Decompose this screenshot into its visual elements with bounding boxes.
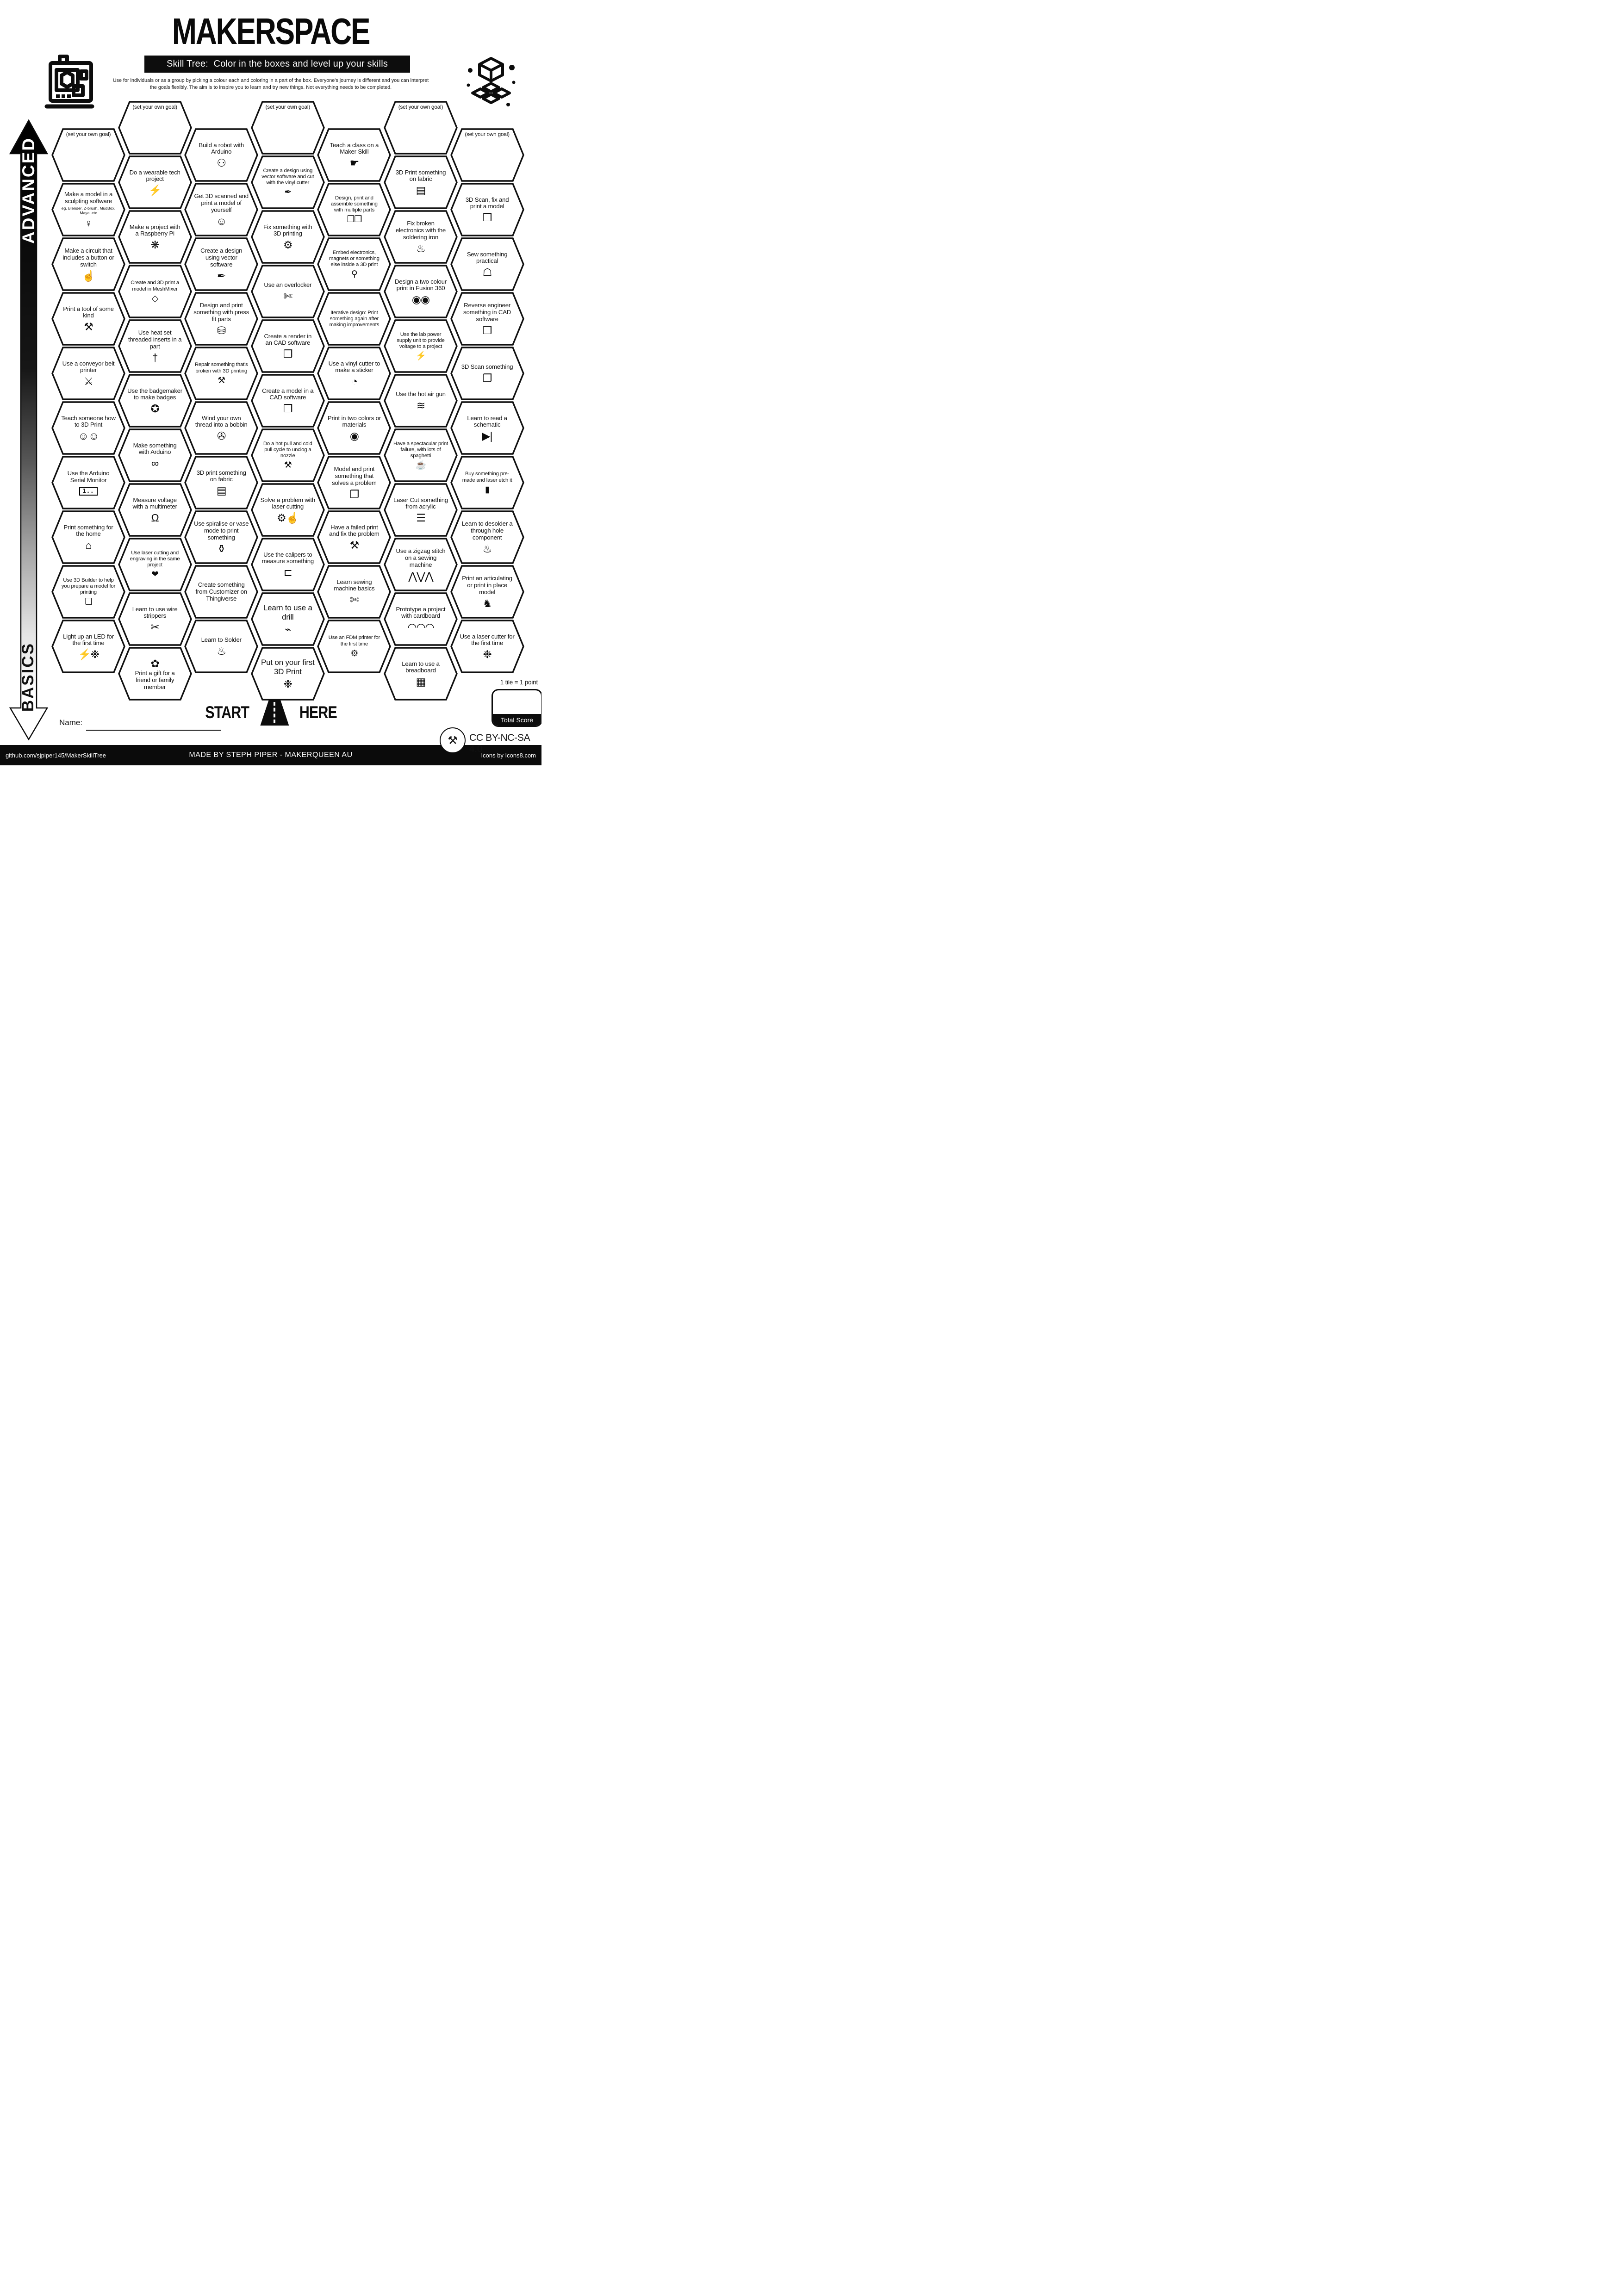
tools-icon: ⚒ bbox=[218, 375, 225, 385]
skill-tile bbox=[251, 155, 325, 209]
cardboard-icon: ◠◠◠ bbox=[407, 621, 434, 633]
skill-label: Learn to use a drill bbox=[263, 603, 312, 622]
maker-badge-icon: ⚒ bbox=[440, 727, 466, 753]
diode-icon: ▶| bbox=[482, 430, 492, 442]
skill-label: 3D Scan something bbox=[461, 363, 513, 370]
skill-tile bbox=[317, 401, 391, 455]
skill-label: Design, print and assemble something with multiple parts bbox=[330, 195, 378, 213]
skill-tile bbox=[251, 210, 325, 264]
skill-label: Make a circuit that includes a button or switch bbox=[62, 247, 114, 268]
skill-tile bbox=[384, 538, 458, 591]
gift-bow-icon: ✿ bbox=[150, 658, 159, 670]
skill-label: Make a model in a sculpting software bbox=[64, 190, 113, 205]
skill-tile bbox=[118, 538, 192, 591]
skill-tile bbox=[184, 237, 258, 291]
skill-tile bbox=[118, 592, 192, 646]
skill-tile bbox=[51, 237, 125, 291]
skill-tile bbox=[450, 620, 524, 673]
axis-label-advanced: ADVANCED bbox=[19, 137, 38, 244]
skill-label: Do a wearable tech project bbox=[129, 168, 180, 183]
led-party-icon: ⚡❉ bbox=[78, 648, 99, 661]
skill-label: 3D Scan, fix and print a model bbox=[465, 196, 509, 210]
skill-tile bbox=[317, 510, 391, 564]
skill-label: Use the calipers to measure something bbox=[261, 551, 314, 565]
road-icon bbox=[260, 700, 289, 726]
skill-label: Solve a problem with laser cutting bbox=[260, 496, 315, 510]
page-title: MAKERSPACE bbox=[172, 11, 370, 52]
skill-label: Fix something with 3D printing bbox=[263, 223, 312, 237]
skill-tile bbox=[450, 237, 524, 291]
tools-icon: ⚒ bbox=[349, 539, 359, 552]
heart-laser-icon: ❤ bbox=[151, 570, 159, 580]
skill-label: Repair something that's broken with 3D printing bbox=[194, 362, 248, 374]
skill-label: Design and print something with press fit parts bbox=[193, 302, 249, 323]
raspberry-pi-icon: ❋ bbox=[150, 239, 159, 251]
presenter-icon: ☛ bbox=[349, 157, 359, 169]
skill-tile bbox=[51, 620, 125, 673]
skill-tile bbox=[384, 155, 458, 209]
teaching-icon: ☺☺ bbox=[78, 430, 99, 442]
skill-tile bbox=[317, 183, 391, 236]
skill-tile bbox=[317, 565, 391, 619]
skill-tile bbox=[184, 620, 258, 673]
skill-tile bbox=[184, 510, 258, 564]
calipers-icon: ⊏ bbox=[283, 566, 292, 579]
skill-label: Reverse engineer something in CAD software bbox=[463, 302, 511, 323]
skill-label: Put on your first 3D Print bbox=[261, 658, 315, 676]
acrylic-icon: ☰ bbox=[416, 512, 425, 524]
skill-label: Learn to desolder a through hole component bbox=[461, 520, 513, 541]
skill-tile bbox=[251, 483, 325, 537]
skill-label: Learn sewing machine basics bbox=[334, 578, 375, 592]
skill-label: Use the badgemaker to make badges bbox=[127, 387, 182, 401]
skill-tile bbox=[51, 456, 125, 509]
drill-icon: ⌁ bbox=[285, 623, 291, 636]
skill-tile-goal bbox=[384, 101, 458, 155]
skill-label: Create a design using vector software and cut with the vinyl cutter bbox=[261, 168, 314, 186]
sticker-icon: ◔ bbox=[351, 375, 357, 388]
here-word: HERE bbox=[299, 703, 337, 722]
skill-tile bbox=[118, 428, 192, 482]
skill-label: Do a hot pull and cold pull cycle to unclog a nozzle bbox=[263, 441, 312, 459]
skill-label: Sew something practical bbox=[467, 250, 508, 265]
skill-label: Have a spectacular print failure, with lots of spaghetti bbox=[393, 441, 448, 459]
skill-tile bbox=[118, 647, 192, 701]
led-lightning-icon: ⚡ bbox=[148, 184, 162, 197]
skill-label: Use a laser cutter for the first time bbox=[460, 633, 515, 647]
name-input-line bbox=[86, 730, 221, 731]
cube-dashed-icon: ◇ bbox=[151, 293, 158, 304]
skill-tile bbox=[317, 456, 391, 509]
cube-icon: ❒ bbox=[349, 488, 359, 500]
skill-tile bbox=[251, 374, 325, 428]
skill-label: Create a model in a CAD software bbox=[262, 387, 314, 401]
skill-label: Buy something pre-made and laser etch it bbox=[462, 471, 512, 483]
skill-tile bbox=[184, 128, 258, 182]
skill-label: Use the lab power supply unit to provide voltage to a project bbox=[397, 331, 445, 350]
etch-icon: ▮ bbox=[485, 484, 490, 495]
skill-tile bbox=[317, 620, 391, 673]
wire-strippers-icon: ✂ bbox=[150, 621, 159, 633]
skill-label: Use a vinyl cutter to make a sticker bbox=[328, 360, 380, 374]
cube-cursor-icon: ❒ bbox=[482, 372, 492, 384]
cube-icon: ❒ bbox=[283, 403, 292, 415]
skill-label: (set your own goal) bbox=[398, 104, 443, 110]
skill-label: 3D Print something on fabric bbox=[395, 168, 446, 183]
skill-tile bbox=[384, 483, 458, 537]
skill-label: (set your own goal) bbox=[132, 104, 177, 110]
sword-icon: ⚔ bbox=[84, 375, 93, 388]
skill-label: Build a robot with Arduino bbox=[199, 141, 244, 155]
skill-tile bbox=[384, 319, 458, 373]
serial-monitor-icon: 1.. bbox=[79, 487, 98, 496]
fabric-icon: ▤ bbox=[216, 484, 226, 497]
skill-tile bbox=[251, 538, 325, 591]
skill-label: Design a two colour print in Fusion 360 bbox=[394, 278, 447, 292]
license-text: CC BY-NC-SA 4.0 bbox=[469, 732, 530, 754]
robot-icon: ⚇ bbox=[217, 157, 226, 169]
skill-tile bbox=[450, 401, 524, 455]
skill-tile bbox=[51, 510, 125, 564]
skill-tile bbox=[450, 456, 524, 509]
name-label: Name: bbox=[59, 718, 83, 727]
skill-label: Prototype a project with cardboard bbox=[396, 605, 446, 620]
3d-printer-icon: ⚙ bbox=[283, 239, 292, 251]
skill-tile-goal bbox=[118, 101, 192, 155]
sewing-machine-icon: ✄ bbox=[350, 594, 359, 606]
overlocker-icon: ✄ bbox=[283, 290, 292, 302]
skill-label: Use the Arduino Serial Monitor bbox=[67, 470, 110, 484]
skill-tile bbox=[251, 428, 325, 482]
zigzag-icon: ⋀⋁⋀ bbox=[408, 570, 433, 582]
breadboard-icon: ▦ bbox=[416, 676, 426, 688]
skill-label: Create something from Customizer on Thingiverse bbox=[195, 581, 247, 602]
skill-label: Learn to read a schematic bbox=[467, 414, 507, 428]
skill-label: Print in two colors or materials bbox=[327, 414, 381, 428]
skill-label: Iterative design: Print something again after making improvements bbox=[329, 310, 380, 328]
skill-tile bbox=[317, 292, 391, 346]
skill-tile bbox=[317, 237, 391, 291]
skill-label: (set your own goal) bbox=[265, 104, 311, 110]
skill-tile bbox=[251, 265, 325, 318]
skill-label: Learn to Solder bbox=[201, 636, 242, 643]
skill-tile-goal bbox=[450, 128, 524, 182]
skill-label: Use the hot air gun bbox=[396, 390, 446, 397]
skill-tile bbox=[184, 456, 258, 509]
skill-tile bbox=[118, 483, 192, 537]
skill-label: Print an articulating or print in place model bbox=[462, 575, 512, 596]
3d-builder-icon: ❏ bbox=[84, 597, 93, 607]
skill-tile bbox=[118, 210, 192, 264]
skill-tile bbox=[317, 128, 391, 182]
soldering-iron-icon: ♨ bbox=[217, 645, 226, 657]
subtitle-text: Skill Tree: Color in the boxes and level up your skills bbox=[166, 59, 388, 69]
skill-tile-goal bbox=[251, 101, 325, 155]
desolder-icon: ♨ bbox=[482, 542, 492, 555]
cube-icon: ❒ bbox=[482, 324, 492, 336]
total-score-label: Total Score bbox=[493, 714, 541, 726]
tools-icon: ⚒ bbox=[84, 321, 93, 333]
multimeter-icon: Ω bbox=[151, 512, 159, 524]
filament-spool-icon: ◉ bbox=[349, 430, 359, 442]
axis-label-basics: BASICS bbox=[19, 642, 37, 712]
skill-label: Make a project with a Raspberry Pi bbox=[129, 223, 180, 237]
skill-tile bbox=[384, 592, 458, 646]
laser-party-icon: ❉ bbox=[483, 648, 492, 661]
filament-spools-icon: ◉◉ bbox=[411, 293, 430, 306]
skill-label: Print a gift for a friend or family member bbox=[135, 670, 175, 691]
footer-icons-credit: Icons by Icons8.com bbox=[481, 751, 536, 759]
cylinder-icon: ⛁ bbox=[217, 324, 226, 336]
skill-tile bbox=[384, 210, 458, 264]
skill-label: Have a failed print and fix the problem bbox=[329, 523, 380, 538]
skill-tile bbox=[384, 374, 458, 428]
skill-tile bbox=[450, 565, 524, 619]
skill-tile bbox=[450, 347, 524, 400]
skill-tile bbox=[251, 319, 325, 373]
skill-hex-grid bbox=[0, 0, 541, 765]
skill-tile bbox=[184, 183, 258, 236]
skill-label: Laser Cut something from acrylic bbox=[393, 496, 448, 510]
makerspace-poster bbox=[0, 0, 541, 765]
skill-label: (set your own goal) bbox=[465, 131, 510, 137]
fabric-icon: ▤ bbox=[416, 184, 426, 197]
intro-description: Use for individuals or as a group by picking a colour each and coloring in a part of the box. Everyone's journey is different and you can interpret the goals flexibly. The aim is to inspire you to learn and try new things. Not everything needs to be completed. bbox=[112, 78, 429, 91]
skill-tile bbox=[118, 265, 192, 318]
skill-label: Use spiralise or vase mode to print something bbox=[194, 520, 249, 541]
skill-tile bbox=[51, 565, 125, 619]
house-icon: ⌂ bbox=[85, 539, 92, 552]
skill-tile bbox=[317, 347, 391, 400]
skill-tile bbox=[51, 401, 125, 455]
skill-label: Use a conveyor belt printer bbox=[62, 360, 115, 374]
skill-tile bbox=[184, 565, 258, 619]
skill-label: Teach someone how to 3D Print bbox=[61, 414, 116, 428]
bobbin-icon: ✇ bbox=[217, 430, 226, 442]
skill-label: Create a render in an CAD software bbox=[264, 332, 312, 347]
skill-sublabel: eg. Blender, Z-brush, MudBox, Maya, etc bbox=[61, 205, 116, 216]
skill-tile bbox=[251, 592, 325, 646]
skill-label: Model and print something that solves a problem bbox=[332, 465, 377, 486]
dragon-icon: ♞ bbox=[482, 597, 492, 609]
skill-label: Print a tool of some kind bbox=[63, 305, 114, 319]
bag-icon: ☖ bbox=[482, 266, 492, 279]
cube-cursor-icon: ❒ bbox=[482, 211, 492, 224]
skill-tile bbox=[118, 374, 192, 428]
gears-hand-icon: ⚙☝ bbox=[277, 512, 299, 524]
skill-tile bbox=[51, 347, 125, 400]
party-popper-icon: ❉ bbox=[283, 678, 292, 690]
skill-tile bbox=[51, 183, 125, 236]
skill-label: Get 3D scanned and print a model of yourself bbox=[194, 192, 249, 213]
pen-tool-icon: ✒ bbox=[284, 187, 292, 198]
person-bust-icon: ☺ bbox=[216, 215, 227, 227]
skill-tile bbox=[118, 319, 192, 373]
tools-icon: ⚒ bbox=[284, 460, 292, 471]
skill-label: Fix broken electronics with the soldering iron bbox=[395, 220, 446, 241]
skill-label: 3D print something on fabric bbox=[196, 469, 246, 483]
skill-label: Create a design using vector software bbox=[200, 247, 243, 268]
skill-label: Teach a class on a Maker Skill bbox=[330, 141, 379, 155]
skill-tile bbox=[450, 292, 524, 346]
skill-label: Create and 3D print a model in MeshMixer bbox=[131, 280, 179, 292]
skill-tile bbox=[184, 347, 258, 400]
skill-tile bbox=[184, 401, 258, 455]
footer-github-url: github.com/sjpiper145/MakerSkillTree bbox=[6, 751, 106, 759]
spaghetti-icon: ☕ bbox=[415, 460, 426, 471]
skill-tile bbox=[184, 292, 258, 346]
hot-air-gun-icon: ≋ bbox=[416, 399, 425, 411]
venus-statue-icon: ♀ bbox=[84, 217, 93, 230]
skill-label: Learn to use a breadboard bbox=[402, 660, 440, 674]
skill-label: Print something for the home bbox=[63, 523, 113, 538]
skill-label: Light up an LED for the first time bbox=[63, 633, 114, 647]
pointing-hand-icon: ☝ bbox=[82, 269, 95, 282]
badge-icon: ✪ bbox=[150, 403, 159, 415]
skill-label: Use 3D Builder to help you prepare a model for printing bbox=[61, 577, 116, 596]
total-score-box bbox=[492, 689, 541, 727]
skill-label: Measure voltage with a multimeter bbox=[132, 496, 177, 510]
skill-label: (set your own goal) bbox=[66, 131, 111, 137]
cubes-icon: ❒❒ bbox=[347, 215, 362, 225]
skill-label: Use an overlocker bbox=[264, 281, 312, 288]
skill-label: Learn to use wire strippers bbox=[132, 605, 178, 620]
skill-tile bbox=[450, 183, 524, 236]
footer-credit: MADE BY STEPH PIPER - MAKERQUEEN AU bbox=[189, 751, 353, 759]
skill-tile bbox=[450, 510, 524, 564]
skill-tile-goal bbox=[51, 128, 125, 182]
arduino-icon: ∞ bbox=[151, 457, 159, 470]
skill-label: Use a zigzag stitch on a sewing machine bbox=[396, 547, 446, 568]
threaded-insert-icon: † bbox=[152, 351, 158, 364]
vase-icon: ⚱ bbox=[217, 542, 226, 555]
3d-printer-icon: ⚙ bbox=[350, 648, 358, 658]
skill-label: Use an FDM printer for the first time bbox=[328, 635, 380, 647]
skill-tile bbox=[118, 155, 192, 209]
skill-label: Wind your own thread into a bobbin bbox=[195, 414, 248, 428]
skill-label: Embed electronics, magnets or something else inside a 3D print bbox=[329, 249, 380, 268]
skill-label: Use laser cutting and engraving in the same project bbox=[130, 550, 180, 568]
soldering-iron-icon: ♨ bbox=[416, 242, 425, 254]
skill-tile bbox=[384, 428, 458, 482]
skill-tile bbox=[384, 265, 458, 318]
skill-tile bbox=[384, 647, 458, 701]
skill-label: Use heat set threaded inserts in a part bbox=[128, 329, 182, 350]
start-word: START bbox=[205, 703, 249, 722]
skill-tile bbox=[51, 292, 125, 346]
cube-icon: ❒ bbox=[283, 348, 292, 360]
skill-label: Make something with Arduino bbox=[133, 441, 177, 456]
power-icon: ⚡ bbox=[415, 351, 426, 361]
points-note: 1 tile = 1 point bbox=[500, 679, 538, 686]
pen-tool-icon: ✒ bbox=[217, 269, 226, 282]
led-component-icon: ⚲ bbox=[351, 269, 357, 279]
skill-tile bbox=[251, 647, 325, 701]
